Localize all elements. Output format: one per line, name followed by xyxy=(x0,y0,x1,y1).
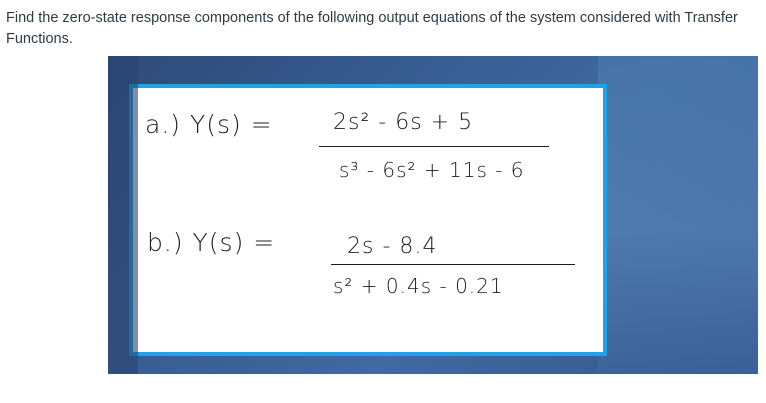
equation-a-fraction-bar xyxy=(319,146,549,147)
equation-b-numerator: 2s - 8.4 xyxy=(347,234,438,259)
equation-a-denominator: s³ - 6s² + 11s - 6 xyxy=(339,158,525,182)
equation-b-label: b.) Y(s) = xyxy=(147,228,276,257)
equation-image xyxy=(108,56,758,374)
equation-a-label: a.) Y(s) = xyxy=(145,110,273,139)
whiteboard xyxy=(129,84,607,356)
equation-b-fraction-bar xyxy=(331,264,575,265)
question-text: Find the zero-state response components of the following output equations of the system considered with Transfer Functions. xyxy=(6,10,738,47)
equation-a-numerator: 2s² - 6s + 5 xyxy=(333,110,474,135)
equation-b-denominator: s² + 0.4s - 0.21 xyxy=(333,274,504,298)
